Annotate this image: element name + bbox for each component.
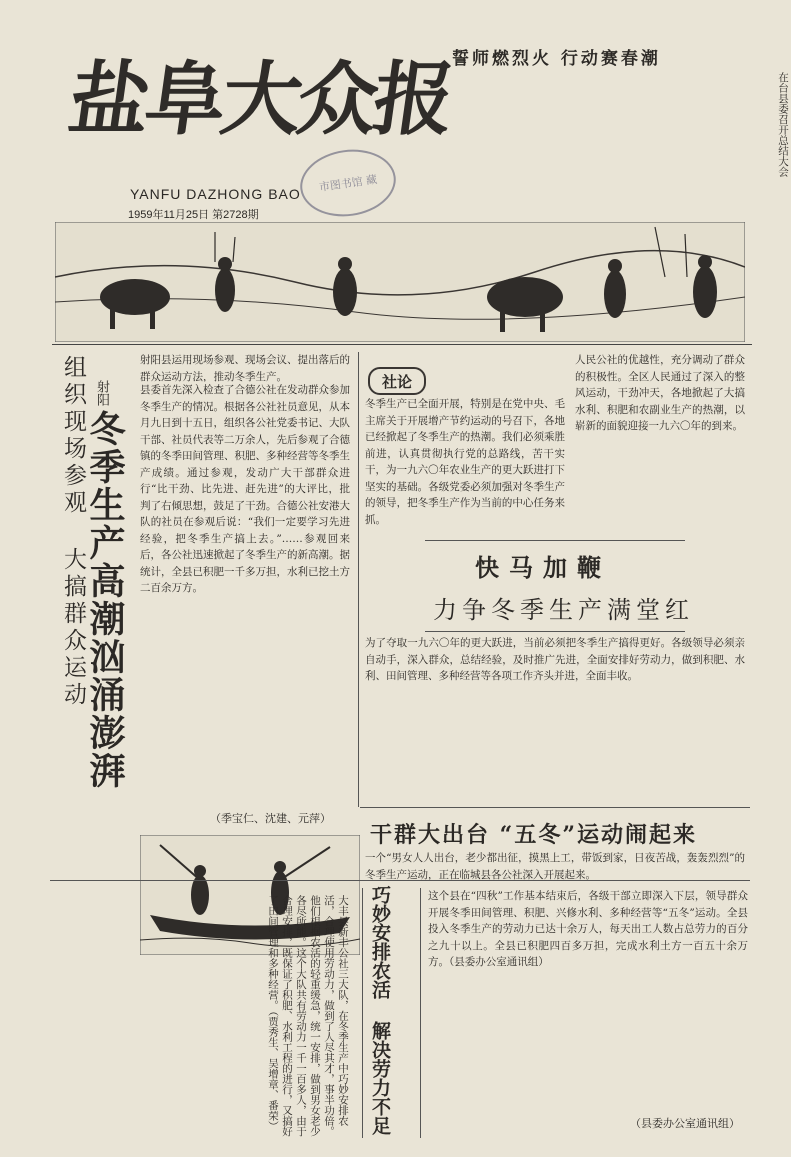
top-vertical-article: 在台县委召开总结大会 bbox=[777, 72, 789, 177]
qiaomiao-body: 大丰县新丰公社三大队，在冬季生产中巧妙安排农活，合理使用劳动力，做到了人尽其才，事半功倍。他们根据农活的轻重缓急，统一安排，做到男女老少各尽所能。这个大队共有劳动力一千一百多人，由于合理安排，既保证了积肥、水利工程的进行，又搞好了田间管理和多种经营。（贾秀生、吴增章、番荣） bbox=[267, 895, 349, 1137]
top-slogan: 誓师燃烈火 行动赛春潮 bbox=[452, 49, 661, 69]
main-headline: 冬季生产高潮汹涌澎湃 bbox=[84, 410, 126, 790]
location-tag: 射阳 bbox=[94, 380, 109, 406]
issue-date: 1959年11月25日 第2728期 bbox=[128, 209, 259, 221]
main-article-body: 县委首先深入检查了合德公社在发动群众参加冬季生产的情况。根据各公社社员意见，从本月九日到十五日，组织各公社党委书记、大队干部、社员代表等二万余人，先后参观了合德镇的冬季田间管理、积肥、多种经营等冬季生产成绩。通过参观，发动广大干部群众进行“比干劲、比先进、赶先进”的大评比，批判了右倾思想，鼓足了干劲。合德公社安港大队的社员在参观后说：“我们一定要学习先进经验，把冬季生产搞上去。”……参观回来后，各公社迅速掀起了冬季生产的新高潮。据统计，全县已积肥一千多万担，水利已挖土方二百余万方。 bbox=[140, 384, 350, 594]
kuaima-body: 为了夺取一九六〇年的更大跃进，当前必须把冬季生产搞得更好。各级领导必须亲自动手，深入群众，总结经验，及时推广先进，全面安排好劳动力，做到积肥、水利、田间管理、多种经营等各项工作齐头并进，全面丰收。 bbox=[365, 637, 745, 682]
section-divider bbox=[52, 344, 752, 345]
library-stamp: 市图书馆 藏 bbox=[296, 144, 400, 223]
main-article-credit: （季宝仁、沈建、元萍） bbox=[210, 812, 331, 825]
ganqun-body: 这个县在“四秋”工作基本结束后，各级干部立即深入下层，领导群众开展冬季田间管理、积肥、兴修水利、多种经营等“五冬”运动。全县投入冬季生产的劳动力已达十余万人，每天出工人数占总劳力的百分之九十以上。全县已积肥四百多万担，完成水利土方一百五十余万方。（县委办公室通讯组） bbox=[428, 890, 748, 968]
editorial-badge: 社论 bbox=[368, 367, 426, 395]
column-rule bbox=[420, 888, 421, 1138]
ganqun-lead: 一个“男女人人出台，老少都出征，摸黑上工，带饭到家，日夜苦战，轰轰烈烈”的冬季生产运动，正在临城县各公社深入开展起来。 bbox=[365, 852, 745, 881]
left-vertical-headline: 组织现场参观 大搞群众运动 bbox=[60, 355, 86, 709]
kuaima-subheadline: 力争冬季生产满堂红 bbox=[433, 596, 694, 624]
masthead-title: 盐阜大众报 bbox=[63, 52, 457, 146]
kuaima-headline: 快马加鞭 bbox=[475, 553, 611, 582]
section-divider bbox=[50, 880, 750, 881]
qiaomiao-headline: 巧妙安排农活 解决劳力不足 bbox=[369, 885, 391, 1135]
section-divider bbox=[360, 807, 750, 808]
bottom-credit: （县委办公室通讯组） bbox=[630, 1117, 740, 1130]
main-article-lead: 射阳县运用现场参观、现场会议、提出落后的群众运动方法，推动冬季生产。 bbox=[140, 354, 350, 382]
column-rule bbox=[358, 352, 359, 807]
editorial-right-body: 人民公社的优越性，充分调动了群众的积极性。全区人民通过了深入的整风运动，干劲冲天，各地掀起了大搞水利、积肥和农副业生产的热潮，以崭新的面貌迎接一九六〇年的到来。 bbox=[575, 354, 745, 432]
ganqun-headline: 干群大出台 “五冬”运动闹起来 bbox=[370, 822, 697, 848]
masthead-roman: YANFU DAZHONG BAO bbox=[130, 186, 301, 202]
farming-woodcut-illustration bbox=[55, 222, 745, 342]
editorial-body: 冬季生产已全面开展，特别是在党中央、毛主席关于开展增产节约运动的号召下，各地已经掀起了冬季生产的热潮。我们必须乘胜前进，认真贯彻执行党的总路线，苦干实干，为一九六〇年农业生产的更大跃进打下坚实的基础。各级党委必须加强对冬季生产的领导，把冬季生产作为当前的中心任务来抓。 bbox=[365, 398, 565, 526]
column-rule bbox=[362, 888, 363, 1138]
